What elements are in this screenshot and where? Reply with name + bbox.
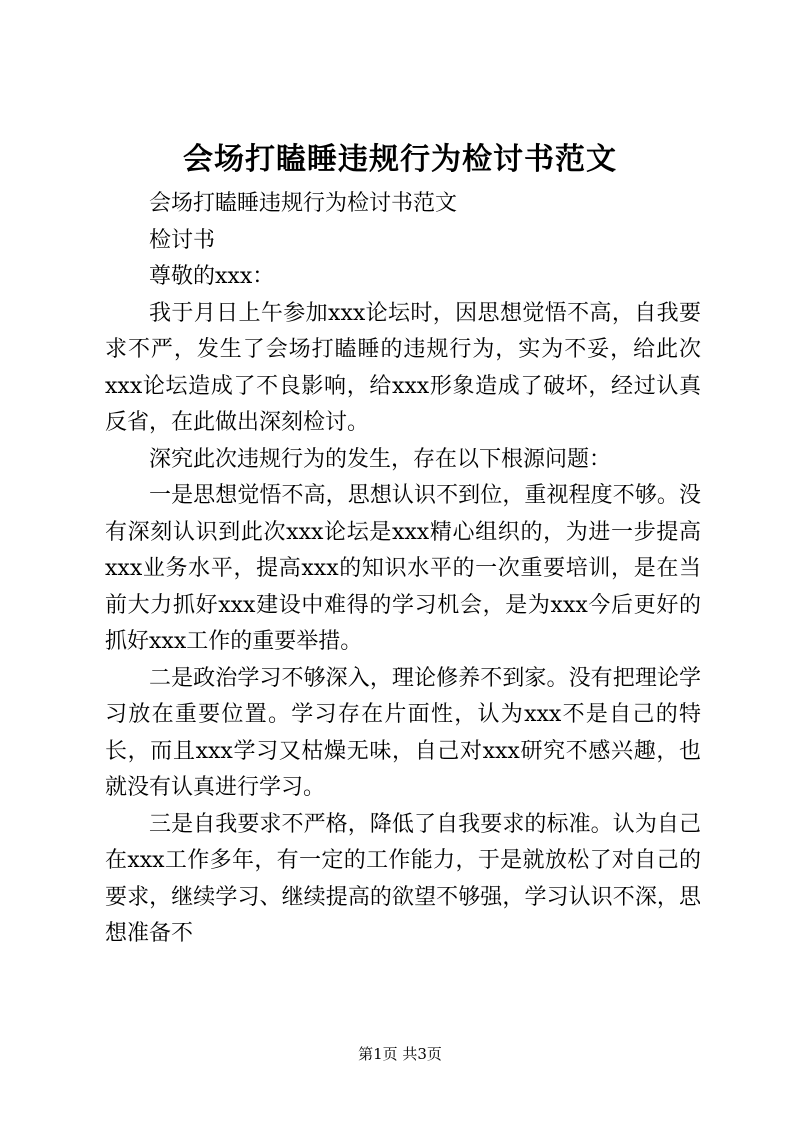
page-footer: 第1页 共3页	[358, 1045, 442, 1063]
paragraph-point-three: 三是自我要求不严格，降低了自我要求的标准。认为自己在xxx工作多年，有一定的工作能力，于是就放松了对自己的要求，继续学习、继续提高的欲望不够强，学习认识不深，思想准备不	[105, 811, 701, 946]
paragraph-point-one: 一是思想觉悟不高，思想认识不到位，重视程度不够。没有深刻认识到此次xxx论坛是xxx精心组织的，为进一步提高xxx业务水平，提高xxx的知识水平的一次重要培训，是在当前大力抓好xxx建设中难得的学习机会，是为xxx今后更好的抓好xxx工作的重要举措。	[105, 483, 701, 654]
paragraph-root-causes: 深究此次违规行为的发生，存在以下根源问题：	[149, 446, 612, 472]
document-body	[105, 186, 701, 953]
document-title: 会场打瞌睡违规行为检讨书范文	[183, 142, 617, 177]
paragraph-point-two: 二是政治学习不够深入，理论修养不到家。没有把理论学习放在重要位置。学习存在片面性，认为xxx不是自己的特长，而且xxx学习又枯燥无味，自己对xxx研究不感兴趣，也就没有认真进行学习。	[105, 665, 701, 800]
paragraph-intro: 我于月日上午参加xxx论坛时，因思想觉悟不高，自我要求不严，发生了会场打瞌睡的违规行为，实为不妥，给此次xxx论坛造成了不良影响，给xxx形象造成了破坏，经过认真反省，在此做出深刻检讨。	[105, 300, 701, 435]
paragraph-label: 检讨书	[149, 227, 216, 253]
paragraph-heading-repeat: 会场打瞌睡违规行为检讨书范文	[149, 191, 458, 216]
paragraph-salutation: 尊敬的xxx：	[149, 264, 275, 289]
